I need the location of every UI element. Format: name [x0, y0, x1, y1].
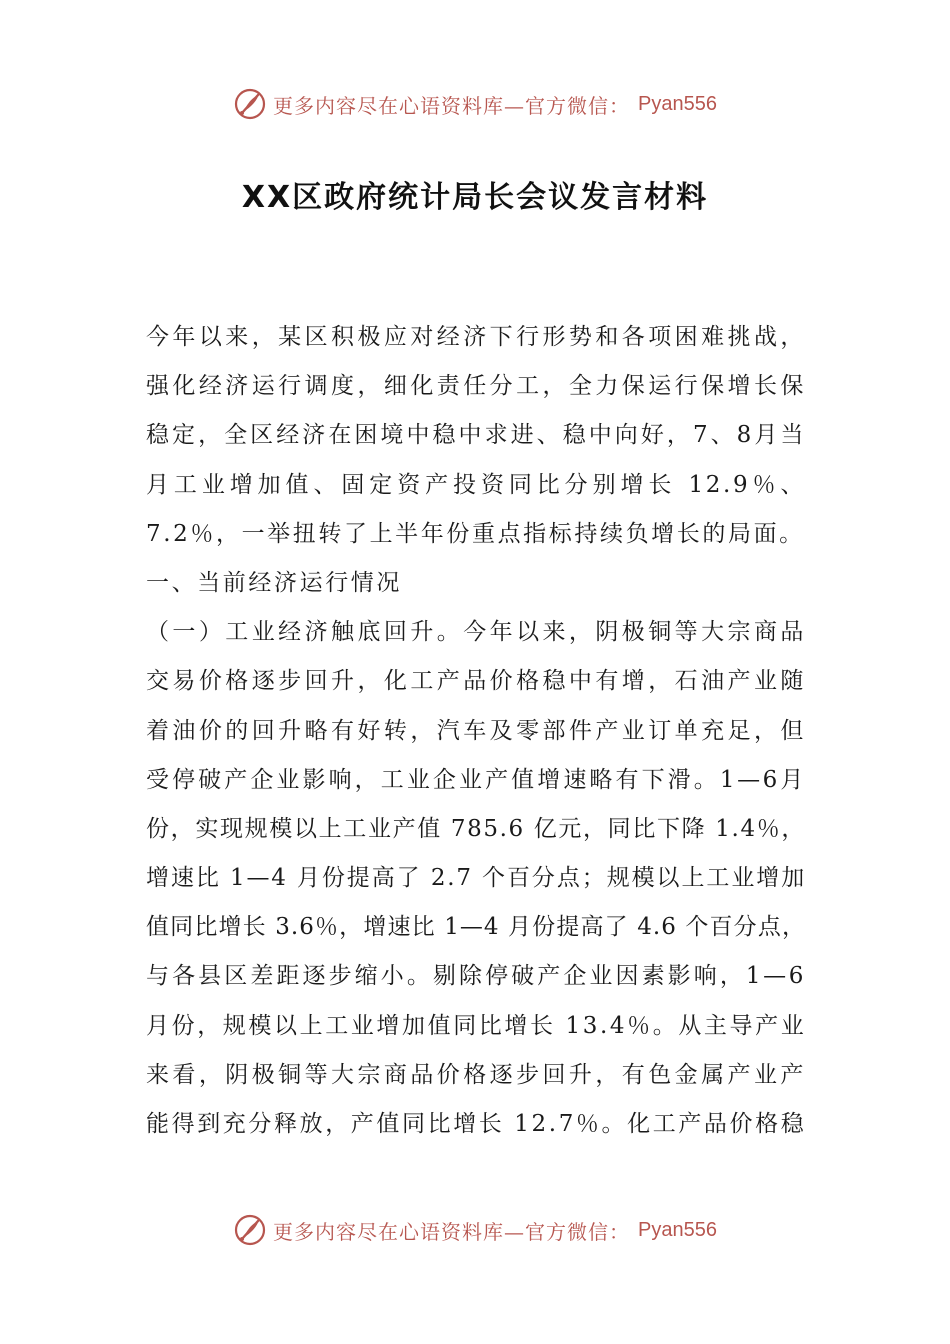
paragraph-line: 值同比增长 3.6％，增速比 1—4 月份提高了 4.6 个百分点， [146, 914, 806, 941]
watermark-text: 更多内容尽在心语资料库—官方微信： [273, 93, 631, 118]
quill-logo-icon [233, 87, 267, 121]
header-watermark [0, 84, 950, 124]
watermark-wechat-id: Pyan556 [638, 92, 717, 115]
paragraph-line: （一）工业经济触底回升。今年以来，阴极铜等大宗商品 [146, 619, 806, 646]
paragraph-line: 能得到充分释放，产值同比增长 12.7％。化工产品价格稳 [146, 1111, 806, 1137]
watermark-text: 更多内容尽在心语资料库—官方微信： [273, 1219, 631, 1244]
paragraph-line: 交易价格逐步回升，化工产品价格稳中有增，石油产业随 [146, 668, 806, 695]
paragraph-line: 与各县区差距逐步缩小。剔除停破产企业因素影响，1—6 [146, 963, 806, 990]
watermark-wechat-id: Pyan556 [638, 1218, 717, 1241]
paragraph-line: 月工业增加值、固定资产投资同比分别增长 12.9％、 [146, 471, 806, 498]
paragraph-line: 稳定，全区经济在困境中稳中求进、稳中向好，7、8月当 [146, 422, 806, 449]
paragraph-line: 今年以来，某区积极应对经济下行形势和各项困难挑战， [146, 324, 806, 350]
document-body [146, 313, 806, 1149]
document-title: XX区政府统计局长会议发言材料 [241, 180, 709, 215]
paragraph-line: 7.2％，一举扭转了上半年份重点指标持续负增长的局面。 [146, 520, 805, 547]
section-heading: 一、当前经济运行情况 [146, 569, 402, 596]
quill-logo-icon [233, 1213, 267, 1247]
paragraph-line: 增速比 1—4 月份提高了 2.7 个百分点；规模以上工业增加 [146, 865, 806, 892]
paragraph-line: 份，实现规模以上工业产值 785.6 亿元，同比下降 1.4％， [146, 815, 806, 842]
paragraph-line: 月份，规模以上工业增加值同比增长 13.4％。从主导产业 [146, 1012, 806, 1039]
paragraph-line: 来看，阴极铜等大宗商品价格逐步回升，有色金属产业产 [146, 1061, 806, 1088]
footer-watermark [0, 1210, 950, 1250]
paragraph-line: 强化经济运行调度，细化责任分工，全力保运行保增长保 [146, 373, 806, 400]
paragraph-line: 着油价的回升略有好转，汽车及零部件产业订单充足，但 [146, 717, 806, 744]
paragraph-line: 受停破产企业影响，工业企业产值增速略有下滑。1—6月 [146, 766, 806, 793]
